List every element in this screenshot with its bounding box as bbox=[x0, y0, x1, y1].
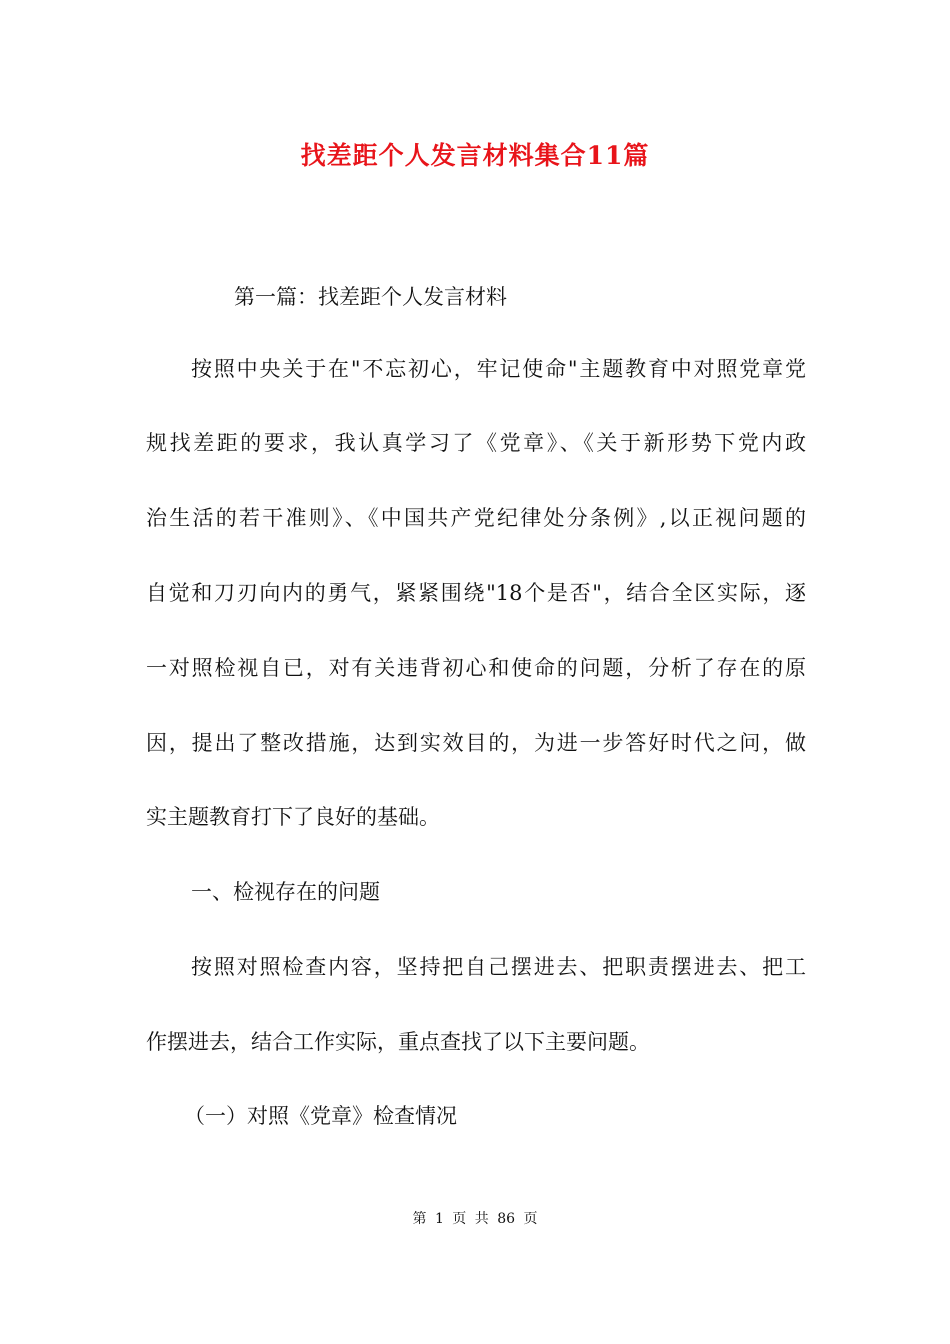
paragraph-1-line-4: 自觉和刀刃向内的勇气，紧紧围绕"18个是否"，结合全区实际，逐 bbox=[146, 581, 806, 605]
document-title: 找差距个人发言材料集合11篇 bbox=[300, 141, 650, 170]
paragraph-2-line-2: 作摆进去，结合工作实际，重点查找了以下主要问题。 bbox=[146, 1030, 650, 1054]
heading-inspect-problems: 一、检视存在的问题 bbox=[191, 880, 380, 904]
paragraph-1-line-5: 一对照检视自已，对有关违背初心和使命的问题，分析了存在的原 bbox=[146, 656, 806, 680]
paragraph-1-line-7: 实主题教育打下了良好的基础。 bbox=[146, 805, 440, 829]
paragraph-1-line-1: 按照中央关于在"不忘初心，牢记使命"主题教育中对照党章党 bbox=[191, 357, 806, 381]
section-title: 第一篇：找差距个人发言材料 bbox=[234, 285, 507, 309]
page-number-footer: 第 1 页 共 86 页 bbox=[412, 1211, 538, 1227]
paragraph-1-line-3: 治生活的若干准则》、《中国共产党纪律处分条例》,以正视问题的 bbox=[146, 506, 806, 530]
paragraph-1-line-2: 规找差距的要求，我认真学习了《党章》、《关于新形势下党内政 bbox=[146, 431, 806, 455]
subheading-party-constitution-check: （一）对照《党章》检查情况 bbox=[184, 1104, 457, 1128]
paragraph-1-line-6: 因，提出了整改措施，达到实效目的，为进一步答好时代之问，做 bbox=[146, 731, 806, 755]
paragraph-2-line-1: 按照对照检查内容，坚持把自己摆进去、把职责摆进去、把工 bbox=[191, 955, 806, 979]
